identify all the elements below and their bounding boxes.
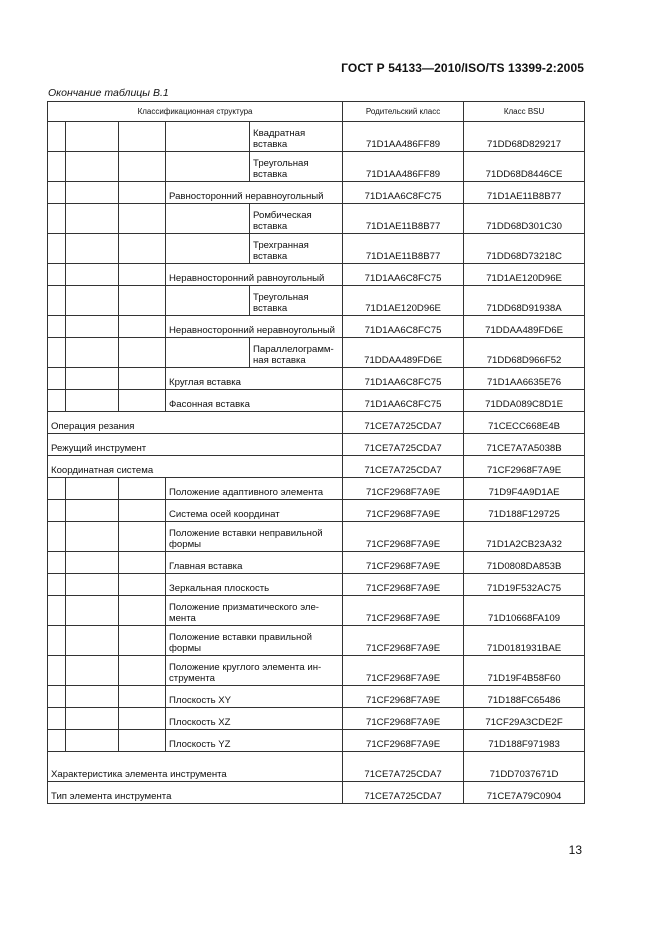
bsu-class-cell: 71D19F4B58F60 bbox=[464, 656, 585, 686]
table-row bbox=[48, 434, 585, 456]
indent-cell bbox=[48, 626, 66, 656]
bsu-class-cell: 71CE7A7A5038B bbox=[464, 434, 585, 456]
bsu-class-cell: 71D1AE11B8B77 bbox=[464, 182, 585, 204]
structure-cell: Треугольная вставка bbox=[250, 152, 343, 182]
parent-class-cell: 71CF2968F7A9E bbox=[343, 552, 464, 574]
structure-cell: Плоскость YZ bbox=[166, 730, 343, 752]
structure-cell: Координатная система bbox=[48, 456, 343, 478]
bsu-class-cell: 71D9F4A9D1AE bbox=[464, 478, 585, 500]
column-header-parent: Родительский класс bbox=[343, 102, 464, 122]
indent-cell bbox=[48, 316, 66, 338]
table-row bbox=[48, 574, 585, 596]
parent-class-cell: 71CF2968F7A9E bbox=[343, 656, 464, 686]
column-header-bsu: Класс BSU bbox=[464, 102, 585, 122]
indent-cell bbox=[48, 182, 66, 204]
indent-cell bbox=[66, 264, 119, 286]
indent-cell bbox=[48, 656, 66, 686]
parent-class-cell: 71D1AA6C8FC75 bbox=[343, 368, 464, 390]
bsu-class-cell: 71D10668FA109 bbox=[464, 596, 585, 626]
parent-class-cell: 71CF2968F7A9E bbox=[343, 522, 464, 552]
indent-cell bbox=[66, 686, 119, 708]
indent-cell bbox=[119, 152, 166, 182]
table-row bbox=[48, 522, 585, 552]
indent-cell bbox=[166, 286, 250, 316]
column-header-structure: Классификационная структура bbox=[48, 102, 343, 122]
bsu-class-cell: 71D188F129725 bbox=[464, 500, 585, 522]
bsu-class-cell: 71DD7037671D bbox=[464, 752, 585, 782]
indent-cell bbox=[119, 730, 166, 752]
parent-class-cell: 71CE7A725CDA7 bbox=[343, 434, 464, 456]
structure-cell: Характеристика элемента инструмента bbox=[48, 752, 343, 782]
indent-cell bbox=[48, 264, 66, 286]
indent-cell bbox=[119, 390, 166, 412]
indent-cell bbox=[66, 122, 119, 152]
indent-cell bbox=[66, 234, 119, 264]
table-row bbox=[48, 182, 585, 204]
parent-class-cell: 71CF2968F7A9E bbox=[343, 596, 464, 626]
indent-cell bbox=[48, 478, 66, 500]
indent-cell bbox=[66, 626, 119, 656]
structure-cell: Плоскость XZ bbox=[166, 708, 343, 730]
parent-class-cell: 71D1AA486FF89 bbox=[343, 122, 464, 152]
structure-cell: Положение вставки правильной формы bbox=[166, 626, 343, 656]
bsu-class-cell: 71D1A2CB23A32 bbox=[464, 522, 585, 552]
bsu-class-cell: 71D1AE120D96E bbox=[464, 264, 585, 286]
table-row bbox=[48, 234, 585, 264]
structure-cell: Положение призматического эле-мента bbox=[166, 596, 343, 626]
indent-cell bbox=[119, 264, 166, 286]
indent-cell bbox=[66, 338, 119, 368]
bsu-class-cell: 71D19F532AC75 bbox=[464, 574, 585, 596]
structure-cell: Треугольная вставка bbox=[250, 286, 343, 316]
bsu-class-cell: 71DD68D8446CE bbox=[464, 152, 585, 182]
table-row bbox=[48, 286, 585, 316]
indent-cell bbox=[48, 368, 66, 390]
indent-cell bbox=[48, 708, 66, 730]
structure-cell: Положение круглого элемента ин-струмента bbox=[166, 656, 343, 686]
indent-cell bbox=[66, 152, 119, 182]
table-row bbox=[48, 316, 585, 338]
structure-cell: Режущий инструмент bbox=[48, 434, 343, 456]
bsu-class-cell: 71D0808DA853B bbox=[464, 552, 585, 574]
indent-cell bbox=[66, 596, 119, 626]
indent-cell bbox=[119, 316, 166, 338]
indent-cell bbox=[166, 152, 250, 182]
table-row bbox=[48, 264, 585, 286]
table-row bbox=[48, 338, 585, 368]
bsu-class-cell: 71D1AA6635E76 bbox=[464, 368, 585, 390]
bsu-class-cell: 71CF2968F7A9E bbox=[464, 456, 585, 478]
page-number: 13 bbox=[568, 843, 582, 857]
table-header-row bbox=[48, 102, 585, 122]
indent-cell bbox=[119, 596, 166, 626]
table-row bbox=[48, 456, 585, 478]
indent-cell bbox=[119, 552, 166, 574]
structure-cell: Неравносторонний неравноугольный bbox=[166, 316, 343, 338]
table-body bbox=[48, 122, 585, 804]
indent-cell bbox=[119, 574, 166, 596]
parent-class-cell: 71CF2968F7A9E bbox=[343, 626, 464, 656]
indent-cell bbox=[66, 286, 119, 316]
structure-cell: Круглая вставка bbox=[166, 368, 343, 390]
bsu-class-cell: 71D188F971983 bbox=[464, 730, 585, 752]
indent-cell bbox=[119, 338, 166, 368]
structure-cell: Плоскость XY bbox=[166, 686, 343, 708]
bsu-class-cell: 71DD68D966F52 bbox=[464, 338, 585, 368]
parent-class-cell: 71D1AA6C8FC75 bbox=[343, 264, 464, 286]
table-row bbox=[48, 656, 585, 686]
bsu-class-cell: 71DDAA489FD6E bbox=[464, 316, 585, 338]
indent-cell bbox=[119, 626, 166, 656]
table-row bbox=[48, 500, 585, 522]
indent-cell bbox=[48, 552, 66, 574]
indent-cell bbox=[166, 204, 250, 234]
indent-cell bbox=[48, 122, 66, 152]
parent-class-cell: 71D1AA486FF89 bbox=[343, 152, 464, 182]
indent-cell bbox=[119, 368, 166, 390]
structure-cell: Неравносторонний равноугольный bbox=[166, 264, 343, 286]
structure-cell: Операция резания bbox=[48, 412, 343, 434]
indent-cell bbox=[166, 234, 250, 264]
parent-class-cell: 71CF2968F7A9E bbox=[343, 686, 464, 708]
indent-cell bbox=[119, 478, 166, 500]
table-row bbox=[48, 552, 585, 574]
table-row bbox=[48, 368, 585, 390]
indent-cell bbox=[119, 522, 166, 552]
indent-cell bbox=[119, 204, 166, 234]
bsu-class-cell: 71CF29A3CDE2F bbox=[464, 708, 585, 730]
structure-cell: Квадратная вставка bbox=[250, 122, 343, 152]
table-row bbox=[48, 730, 585, 752]
parent-class-cell: 71CE7A725CDA7 bbox=[343, 412, 464, 434]
indent-cell bbox=[48, 522, 66, 552]
structure-cell: Трехгранная вставка bbox=[250, 234, 343, 264]
structure-cell: Фасонная вставка bbox=[166, 390, 343, 412]
parent-class-cell: 71CE7A725CDA7 bbox=[343, 752, 464, 782]
indent-cell bbox=[48, 500, 66, 522]
bsu-class-cell: 71DD68D301C30 bbox=[464, 204, 585, 234]
indent-cell bbox=[66, 500, 119, 522]
indent-cell bbox=[119, 708, 166, 730]
bsu-class-cell: 71DD68D91938A bbox=[464, 286, 585, 316]
bsu-class-cell: 71CE7A79C0904 bbox=[464, 782, 585, 804]
parent-class-cell: 71D1AE11B8B77 bbox=[343, 204, 464, 234]
indent-cell bbox=[66, 522, 119, 552]
parent-class-cell: 71D1AE11B8B77 bbox=[343, 234, 464, 264]
table-row bbox=[48, 596, 585, 626]
structure-cell: Зеркальная плоскость bbox=[166, 574, 343, 596]
parent-class-cell: 71CE7A725CDA7 bbox=[343, 456, 464, 478]
structure-cell: Ромбическая вставка bbox=[250, 204, 343, 234]
table-row bbox=[48, 412, 585, 434]
indent-cell bbox=[48, 234, 66, 264]
parent-class-cell: 71CF2968F7A9E bbox=[343, 574, 464, 596]
parent-class-cell: 71CF2968F7A9E bbox=[343, 478, 464, 500]
bsu-class-cell: 71DD68D73218C bbox=[464, 234, 585, 264]
indent-cell bbox=[166, 122, 250, 152]
parent-class-cell: 71CF2968F7A9E bbox=[343, 730, 464, 752]
indent-cell bbox=[119, 286, 166, 316]
indent-cell bbox=[66, 204, 119, 234]
indent-cell bbox=[119, 122, 166, 152]
structure-cell: Положение адаптивного элемента bbox=[166, 478, 343, 500]
indent-cell bbox=[66, 478, 119, 500]
parent-class-cell: 71CE7A725CDA7 bbox=[343, 782, 464, 804]
structure-cell: Система осей координат bbox=[166, 500, 343, 522]
indent-cell bbox=[66, 552, 119, 574]
indent-cell bbox=[48, 286, 66, 316]
parent-class-cell: 71D1AE120D96E bbox=[343, 286, 464, 316]
indent-cell bbox=[48, 152, 66, 182]
indent-cell bbox=[119, 234, 166, 264]
bsu-class-cell: 71D0181931BAE bbox=[464, 626, 585, 656]
indent-cell bbox=[66, 708, 119, 730]
document-header: ГОСТ Р 54133—2010/ISO/TS 13399-2:2005 bbox=[341, 61, 584, 75]
indent-cell bbox=[48, 574, 66, 596]
indent-cell bbox=[66, 656, 119, 686]
parent-class-cell: 71CF2968F7A9E bbox=[343, 500, 464, 522]
table-row bbox=[48, 686, 585, 708]
bsu-class-cell: 71DDA089C8D1E bbox=[464, 390, 585, 412]
classification-table bbox=[47, 101, 585, 804]
indent-cell bbox=[66, 730, 119, 752]
indent-cell bbox=[166, 338, 250, 368]
structure-cell: Тип элемента инструмента bbox=[48, 782, 343, 804]
bsu-class-cell: 71CECC668E4B bbox=[464, 412, 585, 434]
indent-cell bbox=[119, 656, 166, 686]
table-row bbox=[48, 708, 585, 730]
indent-cell bbox=[48, 686, 66, 708]
table-row bbox=[48, 782, 585, 804]
parent-class-cell: 71CF2968F7A9E bbox=[343, 708, 464, 730]
indent-cell bbox=[66, 182, 119, 204]
indent-cell bbox=[48, 390, 66, 412]
indent-cell bbox=[66, 574, 119, 596]
bsu-class-cell: 71D188FC65486 bbox=[464, 686, 585, 708]
table-row bbox=[48, 204, 585, 234]
bsu-class-cell: 71DD68D829217 bbox=[464, 122, 585, 152]
table-caption: Окончание таблицы В.1 bbox=[48, 87, 169, 99]
parent-class-cell: 71DDAA489FD6E bbox=[343, 338, 464, 368]
indent-cell bbox=[66, 390, 119, 412]
indent-cell bbox=[66, 316, 119, 338]
indent-cell bbox=[48, 730, 66, 752]
structure-cell: Параллелограмм-ная вставка bbox=[250, 338, 343, 368]
table-row bbox=[48, 152, 585, 182]
table-row bbox=[48, 478, 585, 500]
parent-class-cell: 71D1AA6C8FC75 bbox=[343, 316, 464, 338]
indent-cell bbox=[119, 182, 166, 204]
structure-cell: Положение вставки неправильной формы bbox=[166, 522, 343, 552]
indent-cell bbox=[48, 596, 66, 626]
indent-cell bbox=[119, 686, 166, 708]
parent-class-cell: 71D1AA6C8FC75 bbox=[343, 390, 464, 412]
table-row bbox=[48, 122, 585, 152]
indent-cell bbox=[48, 338, 66, 368]
parent-class-cell: 71D1AA6C8FC75 bbox=[343, 182, 464, 204]
table-row bbox=[48, 626, 585, 656]
indent-cell bbox=[48, 204, 66, 234]
structure-cell: Равносторонний неравноугольный bbox=[166, 182, 343, 204]
indent-cell bbox=[66, 368, 119, 390]
table-row bbox=[48, 390, 585, 412]
structure-cell: Главная вставка bbox=[166, 552, 343, 574]
table-row bbox=[48, 752, 585, 782]
indent-cell bbox=[119, 500, 166, 522]
